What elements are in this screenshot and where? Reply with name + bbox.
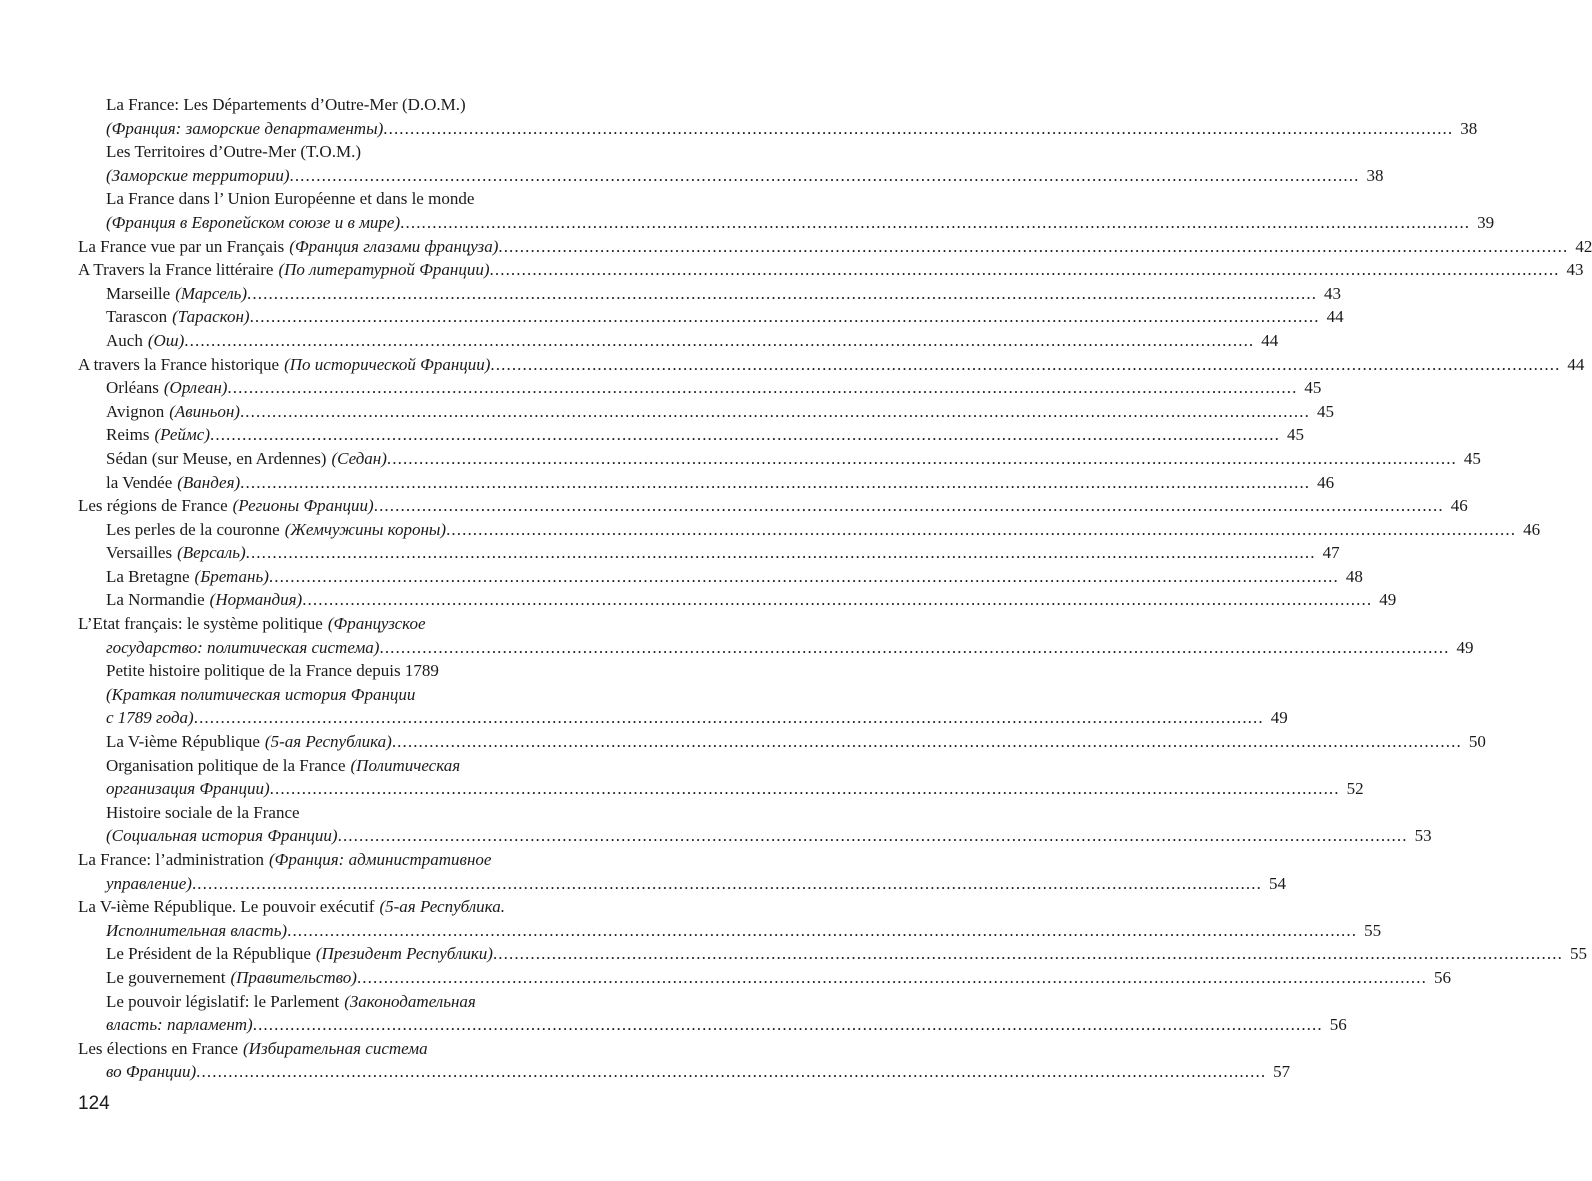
toc-page-number: 49 (1379, 590, 1397, 610)
toc-leader-dots: ........................................................................................................................................................................................................ (391, 732, 1462, 752)
toc-entry-translation: (Бретань) (194, 566, 269, 586)
toc-entry-translation: (Тараскон) (172, 307, 250, 327)
toc-page-number: 55 (1569, 944, 1587, 964)
toc-leader-dots: ........................................................................................................................................................................................................ (302, 590, 1373, 610)
toc-leader-dots: ........................................................................................................................................................................................................ (240, 472, 1311, 492)
toc-entry-title: Organisation politique de la France (106, 755, 346, 775)
toc-entry-title: Orléans (106, 378, 159, 398)
toc-entry (78, 400, 1334, 424)
toc-entry (78, 447, 1481, 471)
toc-entry-title: Le pouvoir législatif: le Parlement (106, 991, 340, 1011)
toc-page-number: 53 (1414, 826, 1432, 846)
toc-entry (78, 117, 1478, 141)
toc-entry (78, 848, 655, 872)
toc-entry-title: Marseille (106, 283, 171, 303)
toc-leader-dots: ........................................................................................................................................................................................................ (268, 566, 1339, 586)
toc-page-number: 45 (1304, 378, 1322, 398)
toc-page-number: 39 (1477, 212, 1495, 232)
toc-entry-translation: (Орлеан) (163, 378, 228, 398)
toc-entry-title: La France dans l’ Union Européenne et dans le monde (106, 189, 475, 209)
toc-entry-title: A travers la France historique (78, 354, 280, 374)
toc-entry-title: La Bretagne (106, 566, 190, 586)
toc-leader-dots: ........................................................................................................................................................................................................ (193, 708, 1264, 728)
toc-page-number: 44 (1326, 307, 1344, 327)
toc-leader-dots: ........................................................................................................................................................................................................ (184, 330, 1255, 350)
toc-entry-title: L’Etat français: le système politique (78, 614, 323, 634)
toc-entry-translation: во Франции) (106, 1062, 197, 1082)
toc-leader-dots: ........................................................................................................................................................................................................ (247, 283, 1318, 303)
toc-page-number: 42 (1575, 236, 1592, 256)
toc-entry (78, 1037, 655, 1061)
toc-page-number: 43 (1324, 283, 1342, 303)
toc-entry-translation: Исполнительная власть) (106, 920, 288, 940)
toc-entry-translation: (Реймс) (154, 425, 210, 445)
toc-entry (78, 659, 655, 683)
toc-page-number: 49 (1456, 637, 1474, 657)
toc-entry (78, 164, 1384, 188)
toc-leader-dots: ........................................................................................................................................................................................................ (373, 496, 1444, 516)
toc-entry-translation: (Регионы Франции) (232, 496, 374, 516)
toc-entry-title: Auch (106, 330, 143, 350)
toc-entry-translation: организация Франции) (106, 779, 270, 799)
toc-entry (78, 612, 655, 636)
toc-entry-translation: власть: парламент) (106, 1015, 253, 1035)
toc-entry-translation: (5-ая Республика) (264, 732, 392, 752)
toc-entry (78, 471, 1335, 495)
toc-entry (78, 588, 1397, 612)
toc-leader-dots: ........................................................................................................................................................................................................ (249, 307, 1320, 327)
toc-entry (78, 730, 1486, 754)
toc-entry (78, 1013, 1347, 1037)
toc-leader-dots: ........................................................................................................................................................................................................ (400, 212, 1471, 232)
toc-entry-translation: управление) (106, 873, 192, 893)
toc-entry-translation: (По литературной Франции) (278, 260, 490, 280)
toc-page-number: 45 (1463, 448, 1481, 468)
toc-leader-dots: ........................................................................................................................................................................................................ (287, 920, 1358, 940)
toc-entry-translation: (Франция: заморские департаменты) (106, 118, 384, 138)
toc-entry (78, 966, 1451, 990)
toc-entry-translation: (Вандея) (177, 472, 241, 492)
toc-page-number: 38 (1366, 165, 1384, 185)
toc-page-number: 45 (1287, 425, 1304, 445)
toc-page-number: 55 (1364, 920, 1382, 940)
toc-page-number: 49 (1270, 708, 1288, 728)
toc-entry (78, 93, 655, 117)
toc-entry-translation: (Правительство) (230, 967, 357, 987)
toc-entry-title: Les régions de France (78, 496, 228, 516)
toc-entry-translation: (Седан) (331, 448, 387, 468)
toc-page-number: 44 (1261, 330, 1279, 350)
toc-entry-translation: с 1789 года) (106, 708, 194, 728)
toc-page-number: 46 (1317, 472, 1335, 492)
toc-page-number: 56 (1433, 967, 1451, 987)
toc-entry (78, 329, 1279, 353)
toc-entry-translation: (Жемчужины короны) (284, 519, 447, 539)
toc-page-number: 52 (1346, 779, 1364, 799)
toc-entry (78, 990, 655, 1014)
toc-entry (78, 282, 1342, 306)
toc-leader-dots: ........................................................................................................................................................................................................ (383, 118, 1454, 138)
toc-entry (78, 423, 1304, 447)
toc-leader-dots: ........................................................................................................................................................................................................ (245, 543, 1316, 563)
toc-leader-dots: ........................................................................................................................................................................................................ (252, 1015, 1323, 1035)
toc-leader-dots: ........................................................................................................................................................................................................ (239, 401, 1310, 421)
toc-leader-dots: ........................................................................................................................................................................................................ (489, 260, 1560, 280)
toc-entry-translation: (Законодательная (344, 991, 476, 1011)
toc-entry-title: La France: Les Départements d’Outre-Mer (D.O.M.) (106, 95, 466, 114)
toc-page-number: 57 (1273, 1062, 1291, 1082)
toc-leader-dots: ........................................................................................................................................................................................................ (210, 425, 1280, 445)
toc-entry-title: Tarascon (106, 307, 168, 327)
toc-entry-translation: (5-ая Республика. (379, 897, 505, 917)
toc-entry (78, 636, 1474, 660)
toc-entry-title: La V-ième République. Le pouvoir exécutif (78, 897, 375, 917)
toc-page-number: 50 (1468, 732, 1486, 752)
toc-leader-dots: ........................................................................................................................................................................................................ (379, 637, 1450, 657)
toc-entry (78, 541, 1340, 565)
table-of-contents (78, 93, 1592, 1084)
toc-leader-dots: ........................................................................................................................................................................................................ (227, 378, 1298, 398)
toc-entry (78, 305, 1344, 329)
toc-leader-dots: ........................................................................................................................................................................................................ (191, 873, 1262, 893)
toc-entry (78, 518, 1541, 542)
toc-leader-dots: ........................................................................................................................................................................................................ (498, 236, 1569, 256)
toc-entry (78, 777, 1364, 801)
toc-entry (78, 942, 1587, 966)
toc-entry-translation: (Франция: административное (269, 850, 492, 869)
toc-entry-title: Avignon (106, 401, 165, 421)
toc-entry (78, 565, 1363, 589)
toc-entry-title: Petite histoire politique de la France depuis 1789 (106, 661, 439, 681)
toc-entry-translation: (Франция глазами француза) (289, 236, 499, 256)
toc-entry (78, 258, 1584, 282)
toc-entry (78, 872, 1286, 896)
toc-entry-title: Histoire sociale de la France (106, 802, 300, 822)
toc-entry-translation: (Французское (327, 614, 426, 634)
toc-entry-translation: (Политическая (350, 755, 461, 775)
toc-entry-title: A Travers la France littéraire (78, 260, 274, 280)
toc-leader-dots: ........................................................................................................................................................................................................ (492, 944, 1563, 964)
toc-leader-dots: ........................................................................................................................................................................................................ (446, 519, 1517, 539)
toc-page-number: 43 (1566, 260, 1584, 280)
toc-entry (78, 494, 1468, 518)
toc-page-number: 48 (1345, 566, 1363, 586)
toc-leader-dots: ........................................................................................................................................................................................................ (356, 967, 1427, 987)
toc-entry (78, 754, 655, 778)
toc-leader-dots: ........................................................................................................................................................................................................ (490, 354, 1561, 374)
toc-leader-dots: ........................................................................................................................................................................................................ (289, 165, 1360, 185)
toc-leader-dots: ........................................................................................................................................................................................................ (269, 779, 1340, 799)
toc-entry-translation: (Нормандия) (209, 590, 303, 610)
toc-entry (78, 706, 1288, 730)
toc-entry-title: La V-ième République (106, 732, 260, 752)
toc-entry-title: Reims (106, 425, 150, 445)
toc-page-number: 54 (1268, 873, 1286, 893)
toc-entry (78, 1060, 1291, 1084)
toc-entry-title: Les perles de la couronne (106, 519, 280, 539)
toc-page-number: 56 (1329, 1015, 1347, 1035)
toc-entry-translation: (Версаль) (177, 543, 246, 563)
toc-entry-translation: (Избирательная система (243, 1038, 428, 1058)
toc-entry (78, 683, 655, 707)
toc-entry-translation: (Авиньон) (169, 401, 240, 421)
toc-entry-translation: (По исторической Франции) (284, 354, 491, 374)
toc-entry-title: Le gouvernement (106, 967, 226, 987)
toc-entry-title: La France vue par un Français (78, 236, 285, 256)
toc-page-number: 45 (1316, 401, 1334, 421)
toc-entry-translation: (Президент Республики) (315, 944, 493, 964)
toc-entry (78, 376, 1322, 400)
toc-entry (78, 235, 1592, 259)
toc-entry (78, 895, 655, 919)
toc-entry (78, 824, 1432, 848)
toc-leader-dots: ........................................................................................................................................................................................................ (196, 1062, 1267, 1082)
toc-entry-translation: (Заморские территории) (106, 165, 290, 185)
toc-page-number: 44 (1567, 354, 1585, 374)
toc-leader-dots: ........................................................................................................................................................................................................ (386, 448, 1457, 468)
toc-page-number: 46 (1523, 519, 1541, 539)
toc-entry-translation: (Франция в Европейском союзе и в мире) (106, 212, 401, 232)
toc-entry (78, 919, 1382, 943)
toc-entry-translation: (Краткая политическая история Франции (106, 684, 416, 704)
toc-entry-title: La France: l’administration (78, 850, 264, 869)
toc-page-number: 38 (1460, 118, 1478, 138)
toc-page-number: 46 (1450, 496, 1468, 516)
toc-entry-translation: (Марсель) (175, 283, 248, 303)
page-number: 124 (78, 1093, 110, 1114)
toc-page-number: 47 (1322, 543, 1340, 563)
toc-leader-dots: ........................................................................................................................................................................................................ (337, 826, 1408, 846)
toc-entry (78, 801, 655, 825)
toc-entry-translation: государство: политическая система) (106, 637, 380, 657)
toc-entry (78, 211, 1495, 235)
toc-entry-title: La Normandie (106, 590, 205, 610)
toc-entry (78, 140, 655, 164)
toc-entry-title: la Vendée (106, 472, 173, 492)
toc-entry-title: Les élections en France (78, 1038, 239, 1058)
toc-entry-title: Les Territoires d’Outre-Mer (T.O.M.) (106, 142, 361, 162)
toc-entry-title: Versailles (106, 543, 173, 563)
toc-entry (78, 187, 655, 211)
toc-entry (78, 353, 1585, 377)
toc-entry-translation: (Ош) (147, 330, 185, 350)
toc-entry-title: Sédan (sur Meuse, en Ardennes) (106, 448, 327, 468)
toc-entry-translation: (Социальная история Франции) (106, 826, 338, 846)
toc-entry-title: Le Président de la République (106, 944, 311, 964)
